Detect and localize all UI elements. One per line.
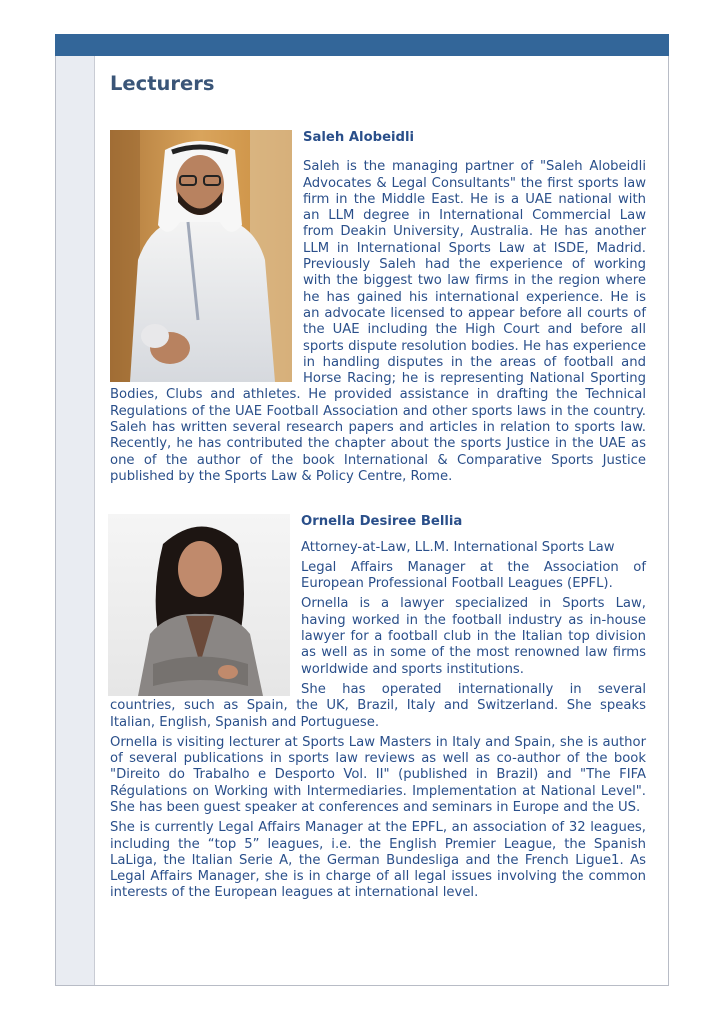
page-title: Lecturers bbox=[110, 72, 215, 95]
header-bar bbox=[55, 34, 669, 56]
lecturer-bio: Saleh is the managing partner of "Saleh Alobeidli Advocates & Legal Consultants" the first sports law firm in the Middle East. He is a UAE national with an LLM degree in International Commercial Law from Deakin University, Australia. He has another LLM in International Sports Law at ISDE, Madrid. Previously Saleh had the experience of working with the biggest two law firms in the region where he has gained his international experience. He is an advocate licensed to appear before all courts of the UAE including the High Court and before all sports dispute resolution bodies. He has experience in handling disputes in the areas of football and Horse Racing; he is representing National Sporting Bodies, Clubs and athletes. He provided assistance in drafting the Technical Regulations of the UAE Football Association and other sports laws in the country. Saleh has written several research papers and articles in relation to sports law. Recently, he has contributed the chapter about the sports Justice in the UAE as one of the author of the book International & Comparative Sports Justice published by the Sports Law & Policy Centre, Rome. bbox=[110, 159, 646, 484]
portrait-woman-photo bbox=[108, 514, 290, 696]
lecturer-section-saleh bbox=[110, 130, 646, 489]
lecturer-name: Ornella Desiree Bellia bbox=[301, 514, 463, 530]
main-content bbox=[110, 70, 646, 906]
portrait-man-photo bbox=[110, 130, 292, 382]
lecturer-bio-paragraph: She has operated internationally in several countries, such as Spain, the UK, Brazil, Italy and Switzerland. She speaks Italian, English, Spanish and Portuguese. bbox=[110, 681, 646, 730]
lecturer-name: Saleh Alobeidli bbox=[303, 130, 415, 145]
lecturer-bio-paragraph: Ornella is a lawyer specialized in Sports Law, having worked in the football industry as in-house lawyer for a football club in the Italian top division as well as in some of the most renowned law firms worldwide and sports institutions. bbox=[301, 596, 646, 677]
lecturer-title: Attorney-at-Law, LL.M. International Sports Law bbox=[301, 539, 615, 555]
lecturer-position: Legal Affairs Manager at the Association of European Professional Football Leagues (EPFL). bbox=[301, 559, 646, 592]
lecturer-bio-paragraph: She is currently Legal Affairs Manager at the EPFL, an association of 32 leagues, including the “top 5” leagues, i.e. the English Premier League, the Spanish LaLiga, the Italian Serie A, the German Bundesliga and the French Ligue1. As Legal Affairs Manager, she is in charge of all legal issues involving the common interests of the European leagues at international level. bbox=[110, 820, 646, 901]
side-strip bbox=[56, 56, 95, 985]
lecturer-section-ornella bbox=[110, 514, 646, 906]
lecturer-bio-paragraph: Ornella is visiting lecturer at Sports Law Masters in Italy and Spain, she is author of several publications in sports law reviews as well as co-author of the book "Direito do Trabalho e Desporto Vol. II" (published in Brazil) and "The FIFA Régulations on Working with Intermediaries. Implementation at National Level". She has been guest speaker at conferences and seminars in Europe and the US. bbox=[110, 734, 646, 815]
